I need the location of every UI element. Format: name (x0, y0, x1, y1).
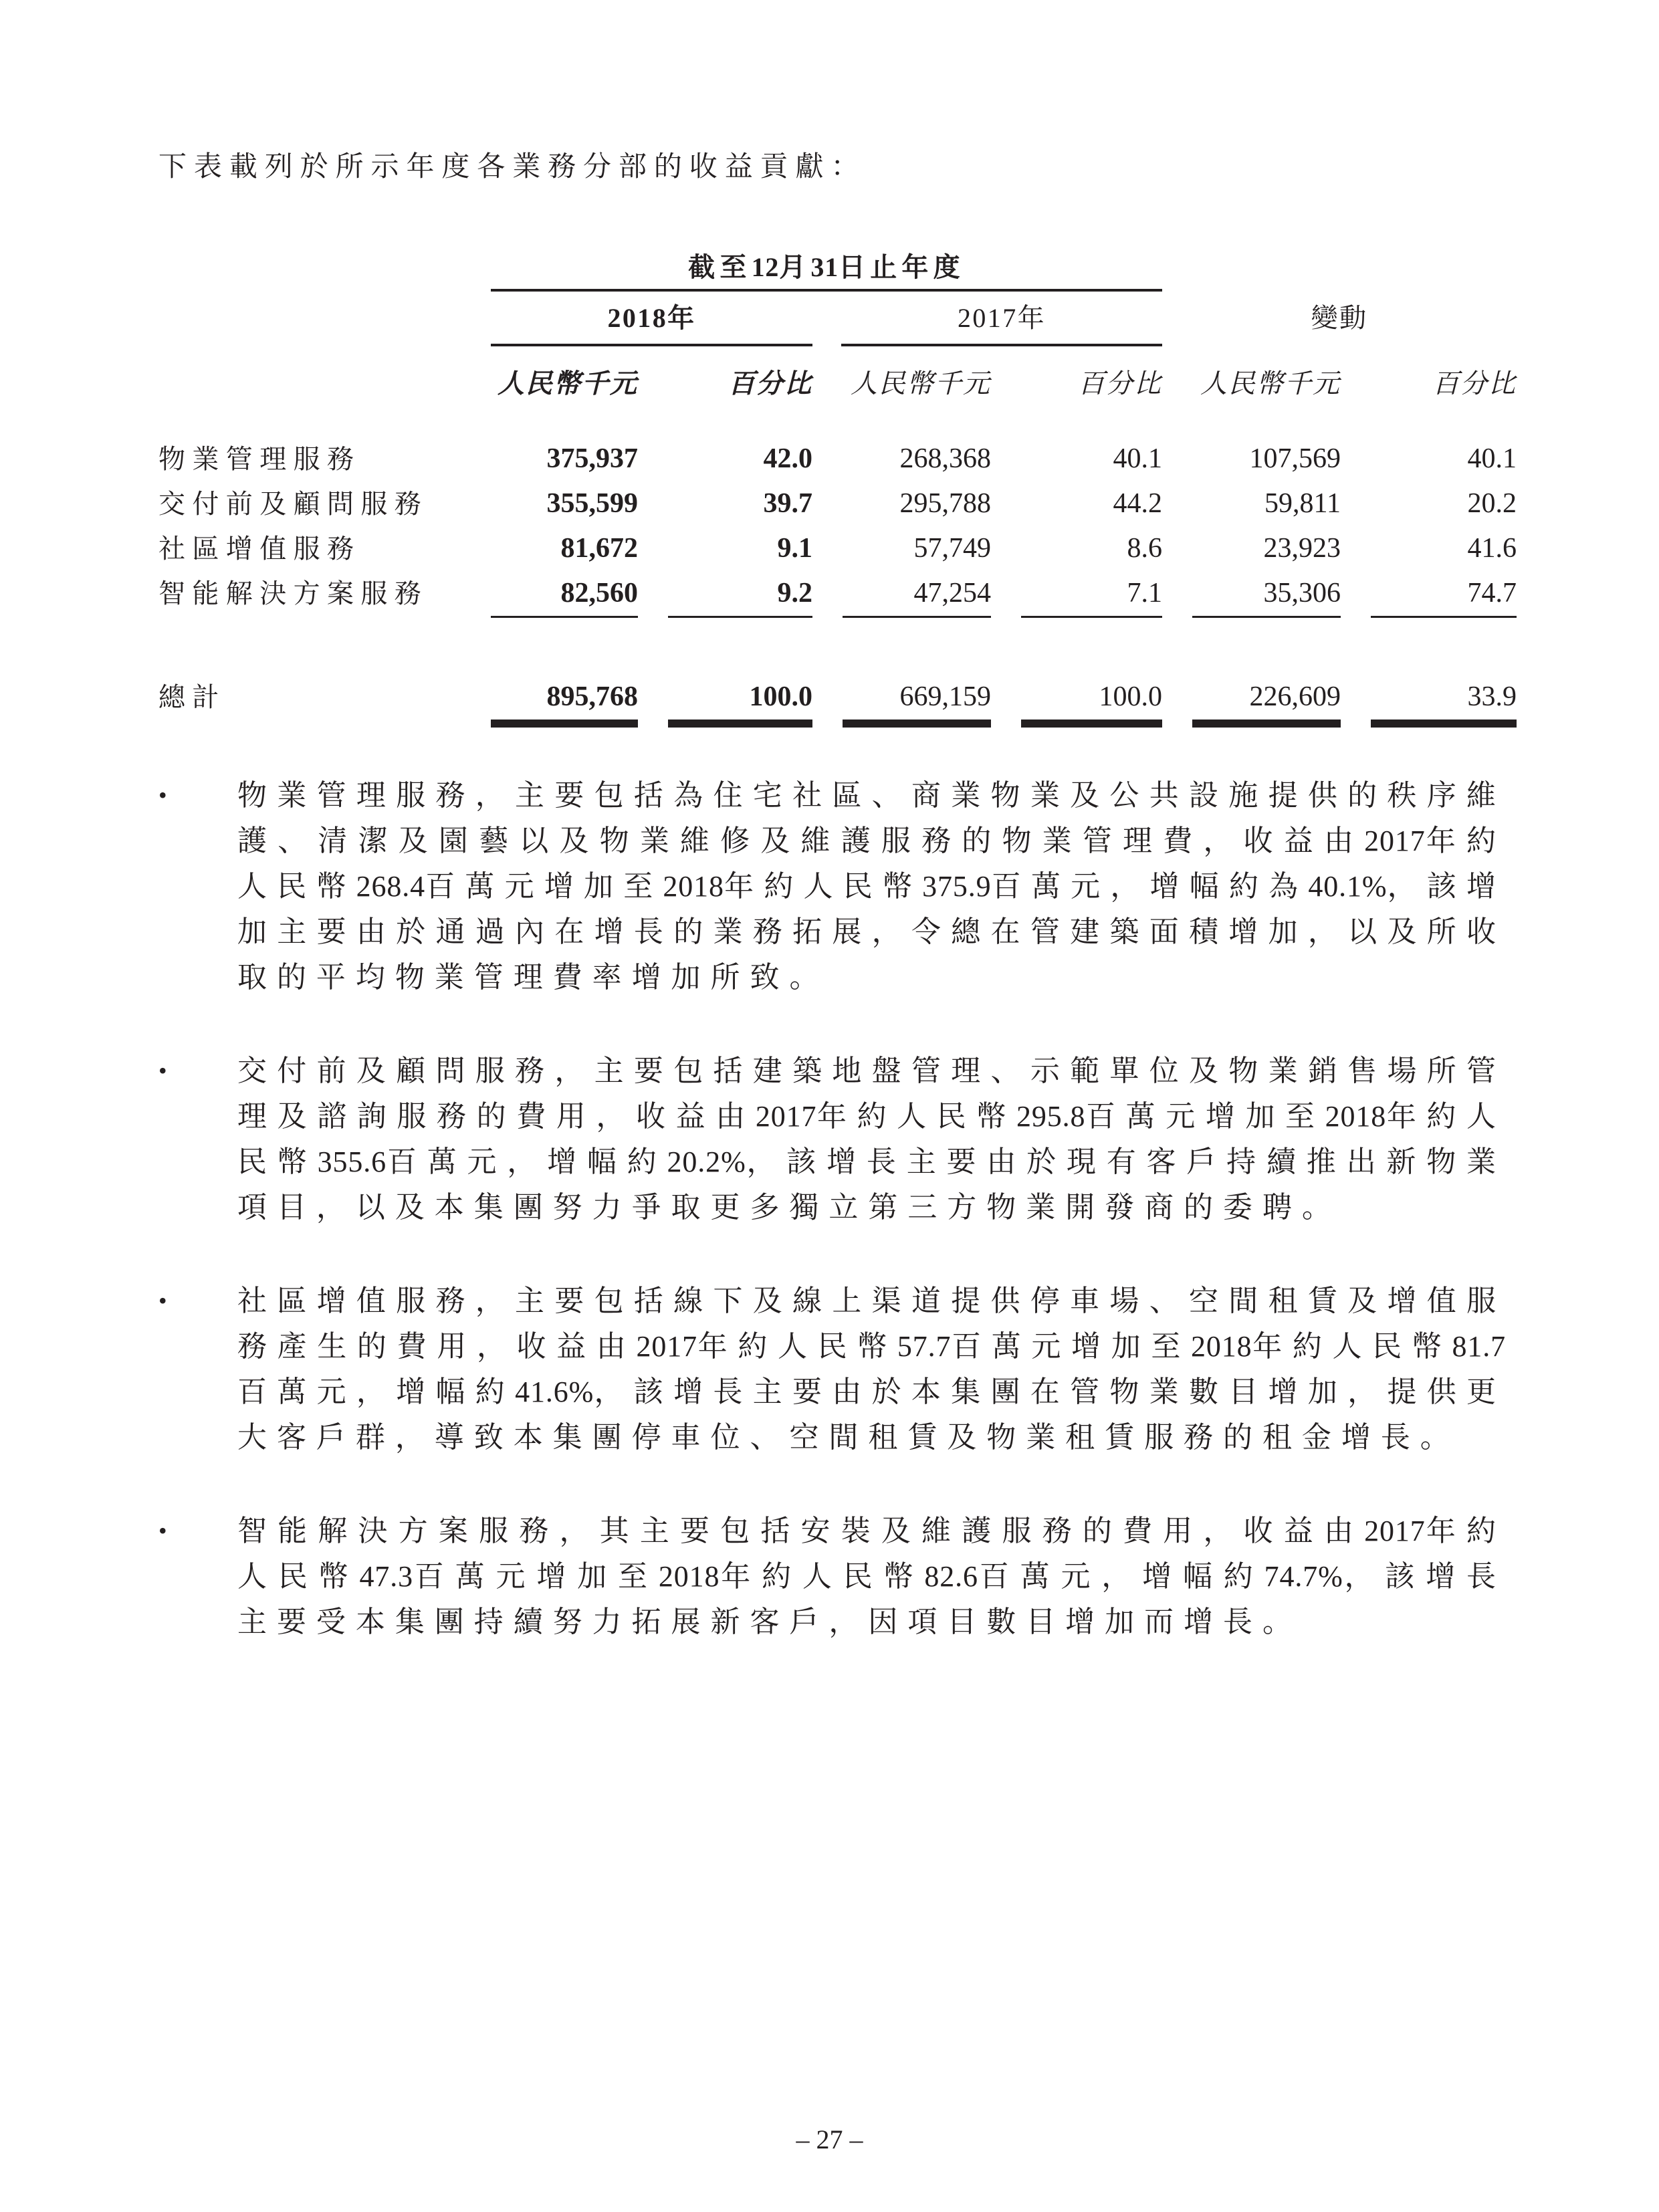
table-cell: 41.6 (1467, 533, 1517, 564)
table-cell: 44.2 (1113, 488, 1162, 519)
table-cell: 9.1 (777, 533, 812, 564)
table-cell: 82,560 (560, 578, 638, 609)
bullet-text: 交付前及顧問服務，主要包括建築地盤管理、示範單位及物業銷售場所管理及諮詢服務的費用，收益由2017年約人民幣295.8百萬元增加至2018年約人民幣355.6百萬元，增幅約20.2%，該增長主要由於現有客戶持續推出新物業項目，以及本集團努力爭取更多獨立第三方物業開發商的委聘。 (237, 1055, 1506, 1224)
table-cell: 81,672 (560, 533, 638, 564)
table-rule-total (1192, 720, 1341, 730)
table-cell: 57,749 (913, 533, 991, 564)
table-group-header-2017: 2017年 (841, 292, 1162, 346)
table-group-header-2018: 2018年 (491, 292, 812, 346)
table-row-label: 交付前及顧問服務 (158, 489, 429, 519)
table-cell: 23,923 (1263, 533, 1341, 564)
bullet-text: 物業管理服務，主要包括為住宅社區、商業物業及公共設施提供的秩序維護、清潔及園藝以及物業維修及維護服務的物業管理費，收益由2017年約人民幣268.4百萬元增加至2018年約人民幣375.9百萬元，增幅約為40.1%，該增加主要由於通過內在增長的業務拓展，令總在管建築面積增加，以及所收取的平均物業管理費率增加所致。 (237, 779, 1506, 994)
table-cell: 107,569 (1249, 443, 1341, 474)
table-cell: 295,788 (899, 488, 991, 519)
bullet-marker-icon: • (158, 1057, 167, 1084)
table-rule-total (1021, 720, 1162, 730)
table-cell: 7.1 (1127, 578, 1162, 609)
table-total-cell: 226,609 (1249, 681, 1341, 712)
table-rule (843, 616, 991, 621)
table-cell: 20.2 (1467, 488, 1517, 519)
table-total-label: 總計 (158, 682, 226, 712)
table-total-cell: 895,768 (546, 681, 638, 712)
table-row-label: 智能解決方案服務 (158, 578, 429, 609)
table-cell: 47,254 (913, 578, 991, 609)
table-group-header-change: 變動 (1311, 303, 1368, 333)
table-rule-total (1371, 720, 1517, 730)
table-rule-total (843, 720, 991, 730)
table-total-cell: 669,159 (899, 681, 991, 712)
table-row-label: 社區增值服務 (158, 534, 361, 564)
table-rule-total (668, 720, 812, 730)
table-cell: 375,937 (546, 443, 638, 474)
bullet-item (158, 1279, 1506, 1460)
table-cell: 268,368 (899, 443, 991, 474)
bullet-item (158, 1048, 1506, 1230)
table-col-header: 人民幣千元 (851, 368, 991, 399)
table-cell: 355,599 (546, 488, 638, 519)
table-cell: 9.2 (777, 578, 812, 609)
table-rule (1021, 616, 1162, 621)
page-number: – 27 – (796, 2124, 863, 2154)
table-col-header: 人民幣千元 (1200, 368, 1341, 399)
table-rule (1192, 616, 1341, 621)
table-rule (668, 616, 812, 621)
table-cell: 40.1 (1113, 443, 1162, 474)
table-col-header: 百分比 (1432, 368, 1517, 399)
bullet-marker-icon: • (158, 1287, 167, 1314)
table-col-header: 百分比 (728, 368, 812, 399)
table-total-cell: 100.0 (1099, 681, 1162, 712)
bullet-item (158, 773, 1506, 1000)
bullet-item (158, 1509, 1506, 1645)
bullet-text: 智能解決方案服務，其主要包括安裝及維護服務的費用，收益由2017年約人民幣47.3百萬元增加至2018年約人民幣82.6百萬元，增幅約74.7%，該增長主要受本集團持續努力拓展新客戶，因項目數目增加而增長。 (237, 1515, 1506, 1638)
table-col-header: 人民幣千元 (497, 368, 638, 399)
bullet-marker-icon: • (158, 1517, 167, 1544)
table-cell: 35,306 (1263, 578, 1341, 609)
table-cell: 40.1 (1467, 443, 1517, 474)
revenue-segment-table (158, 246, 1517, 730)
table-total-cell: 100.0 (749, 681, 812, 712)
bullet-text: 社區增值服務，主要包括線下及線上渠道提供停車場、空間租賃及增值服務產生的費用，收益由2017年約人民幣57.7百萬元增加至2018年約人民幣81.7百萬元，增幅約41.6%，該增長主要由於本集團在管物業數目增加，提供更大客戶群，導致本集團停車位、空間租賃及物業租賃服務的租金增長。 (237, 1285, 1506, 1454)
table-total-cell: 33.9 (1467, 681, 1517, 712)
bullet-marker-icon: • (158, 782, 167, 808)
table-cell: 74.7 (1467, 578, 1517, 609)
table-col-header: 百分比 (1078, 368, 1162, 399)
table-row-label: 物業管理服務 (158, 444, 361, 474)
table-rule (491, 616, 638, 621)
table-rule-total (491, 720, 638, 730)
table-cell: 39.7 (763, 488, 812, 519)
table-period-header: 截至12月31日止年度 (491, 246, 1162, 292)
table-cell: 59,811 (1264, 488, 1341, 519)
table-rule (1371, 616, 1517, 621)
intro-text: 下表載列於所示年度各業務分部的收益貢獻： (158, 152, 867, 183)
table-cell: 42.0 (763, 443, 812, 474)
bullet-list (158, 773, 1506, 1645)
table-cell: 8.6 (1127, 533, 1162, 564)
